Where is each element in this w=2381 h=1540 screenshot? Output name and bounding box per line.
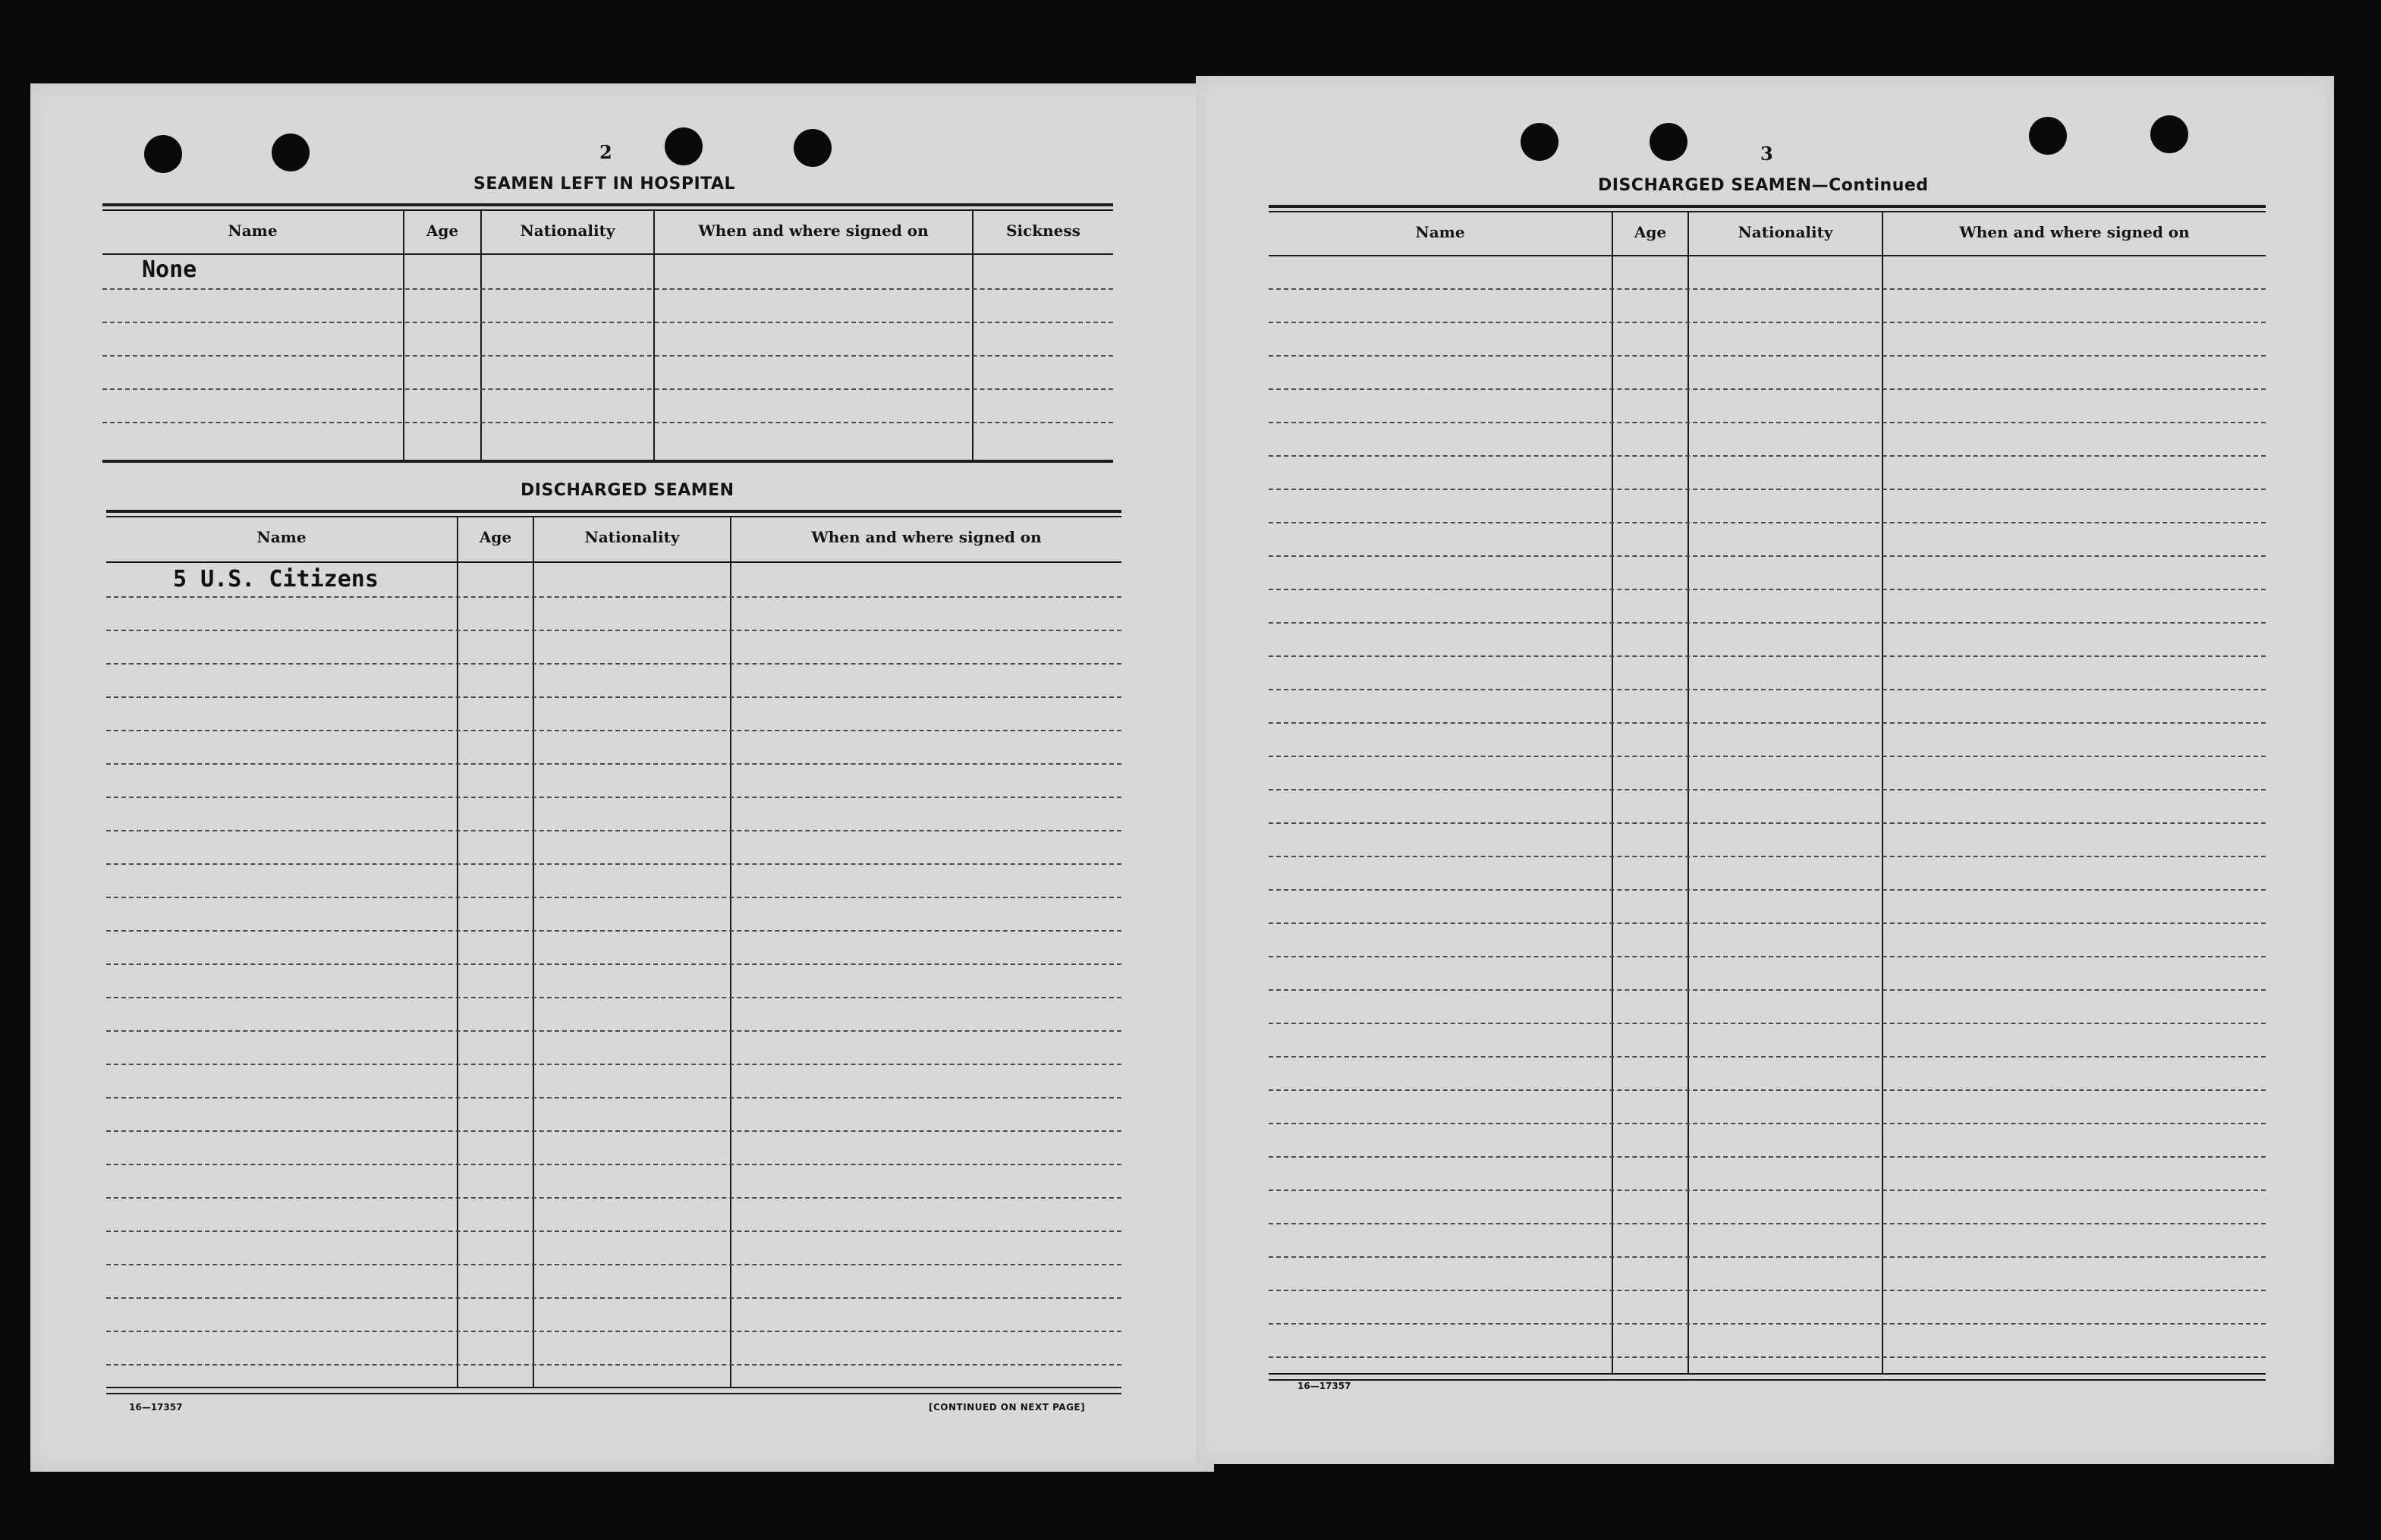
punch-hole — [272, 134, 310, 171]
punch-hole — [2150, 115, 2188, 153]
column-header-name: Name — [256, 528, 307, 546]
column-header-name: Name — [228, 222, 278, 240]
page-number: 2 — [599, 141, 612, 163]
column-header-when-where: When and where signed on — [698, 222, 929, 240]
discharged-continued-ledger — [1269, 205, 2266, 1382]
column-header-name: Name — [1415, 223, 1465, 241]
column-header-nationality: Nationality — [1738, 223, 1833, 241]
column-header-when-where: When and where signed on — [1959, 223, 2190, 241]
column-header-age: Age — [1634, 223, 1667, 241]
column-header-when-where: When and where signed on — [811, 528, 1042, 546]
column-header-age: Age — [426, 222, 459, 240]
continued-note: [CONTINUED ON NEXT PAGE] — [929, 1402, 1086, 1413]
punch-hole — [1521, 123, 1559, 161]
discharged-section-title: DISCHARGED SEAMEN — [521, 481, 734, 500]
column-header-age: Age — [479, 528, 512, 546]
punch-hole — [794, 129, 832, 167]
column-header-sickness: Sickness — [1006, 222, 1080, 240]
punch-hole — [2029, 117, 2067, 155]
hospital-ledger — [102, 203, 1113, 469]
right-page — [1196, 76, 2334, 1464]
discharged-continued-title: DISCHARGED SEAMEN—Continued — [1598, 176, 1929, 195]
punch-hole — [1650, 123, 1687, 161]
punch-hole — [144, 135, 182, 173]
form-code: 16—17357 — [1297, 1381, 1351, 1391]
hospital-entry-name: None — [142, 256, 197, 283]
discharged-ledger — [106, 510, 1121, 1396]
page-number: 3 — [1760, 143, 1773, 165]
discharged-entry-name: 5 U.S. Citizens — [173, 566, 379, 592]
hospital-section-title: SEAMEN LEFT IN HOSPITAL — [473, 174, 736, 193]
column-header-nationality: Nationality — [520, 222, 615, 240]
column-header-nationality: Nationality — [584, 528, 680, 546]
punch-hole — [665, 127, 703, 165]
form-code: 16—17357 — [129, 1402, 183, 1413]
left-page — [30, 83, 1214, 1472]
